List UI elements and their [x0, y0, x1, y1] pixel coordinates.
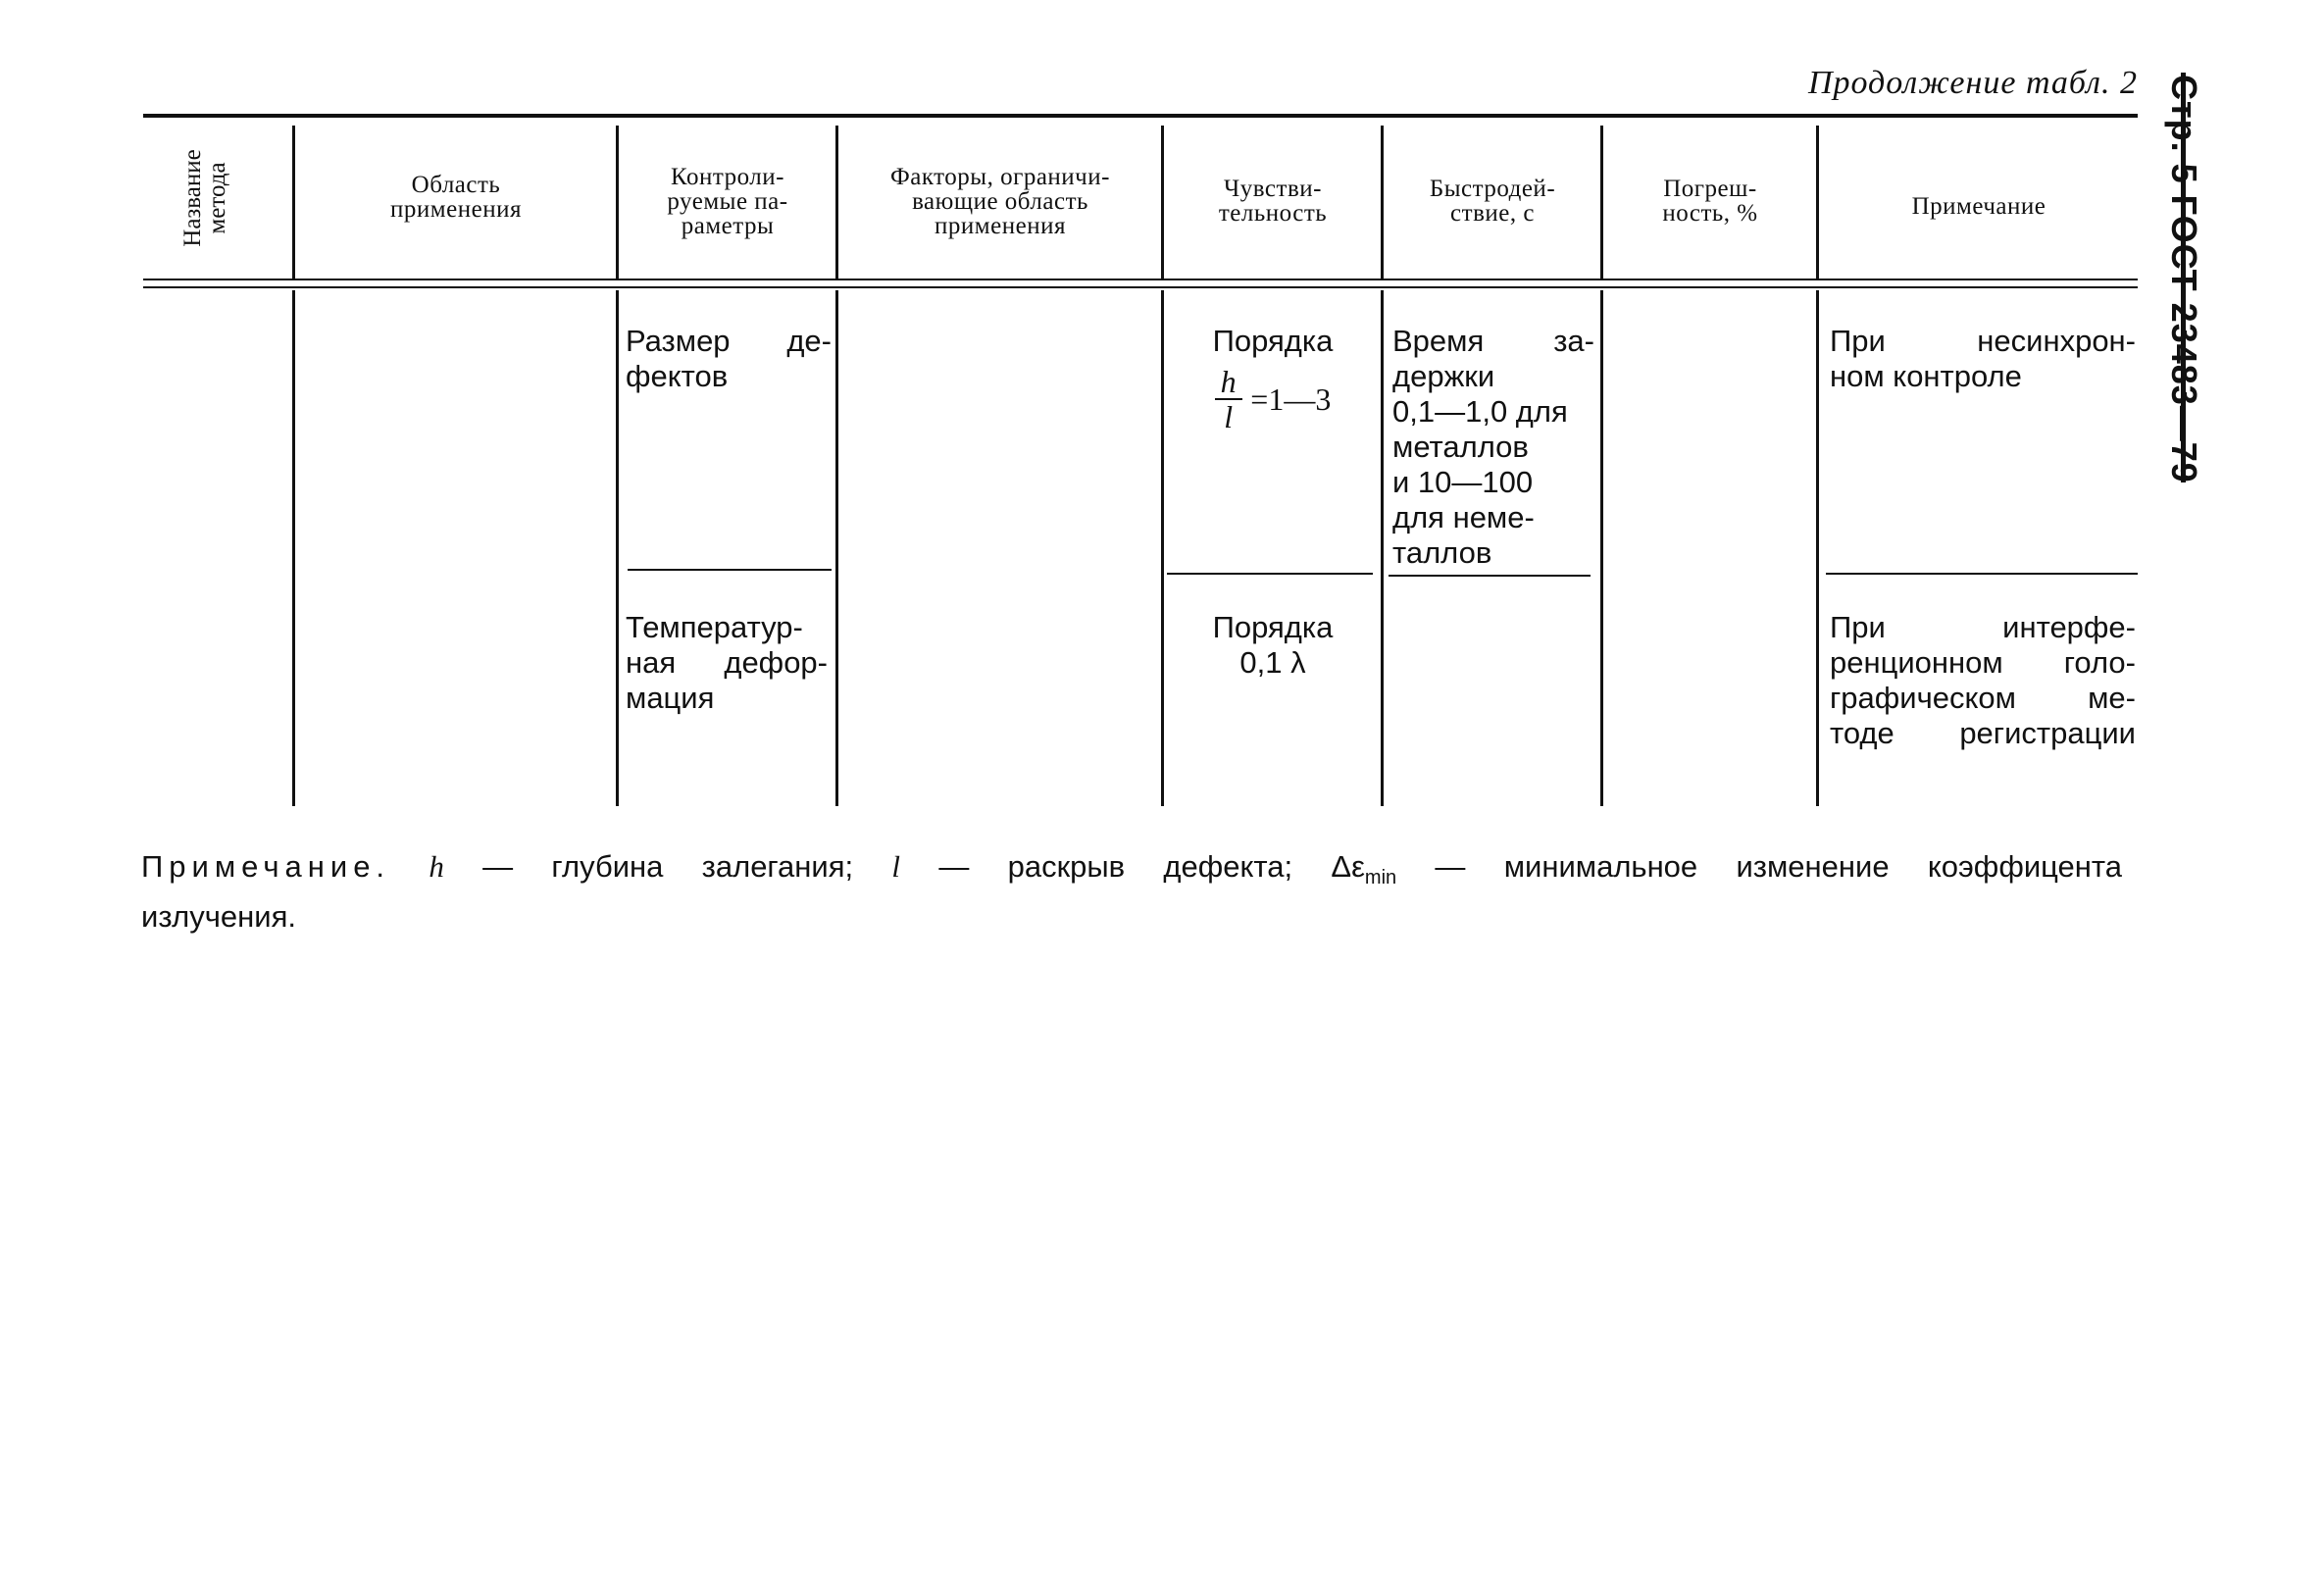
header-speed [1385, 177, 1600, 226]
cell-line: Порядка [1212, 610, 1334, 644]
header-line: Погреш- [1663, 176, 1757, 202]
cell-note-row1 [1830, 324, 2136, 394]
cell-line: Порядка [1212, 324, 1334, 358]
cell-parameter-thermal-deformation [626, 610, 828, 716]
header-line: Быстродей- [1429, 176, 1556, 202]
column-divider [1816, 126, 1819, 279]
cell-line: 0,1—1,0 для [1392, 394, 1568, 429]
header-line: ность, % [1662, 200, 1758, 227]
cell-parameter-defect-size [626, 324, 832, 394]
header-method-name [180, 131, 229, 265]
cell-line: фектов [626, 359, 729, 393]
column-divider [1381, 290, 1384, 806]
header-line: ствие, с [1450, 200, 1535, 227]
row-separator [1167, 573, 1373, 575]
header-line: руемые па- [667, 188, 788, 215]
cell-note-row2 [1830, 610, 2136, 751]
cell-line: При интерфе- [1830, 610, 2136, 644]
header-line: Контроли- [671, 164, 784, 190]
column-divider [1381, 126, 1384, 279]
header-line: Область [411, 172, 501, 198]
cell-sensitivity-row1 [1167, 324, 1379, 433]
header-line: тельность [1218, 200, 1328, 227]
row-separator [1389, 575, 1591, 577]
footnote-h-text: — глубина залегания; [443, 849, 892, 884]
header-controlled-parameters [620, 165, 835, 238]
row-separator [1826, 573, 2138, 575]
header-application-area [296, 173, 616, 222]
fraction-numerator: h [1215, 365, 1242, 400]
cell-line: При несинхрон- [1830, 324, 2136, 358]
footnote-h-symbol: h [429, 849, 444, 884]
cell-line: тоде регистрации [1830, 716, 2136, 750]
column-divider [1161, 126, 1164, 279]
fraction-denominator: l [1224, 399, 1234, 434]
cell-line: графическом ме- [1830, 681, 2136, 715]
table-top-rule [143, 114, 2138, 118]
column-divider [616, 126, 619, 279]
footnote-delta-subscript: min [1364, 867, 1397, 889]
table-continuation-title: Продолжение табл. 2 [1807, 65, 2138, 101]
footnote-label: Примечание. [141, 849, 391, 884]
cell-line: таллов [1392, 535, 1492, 570]
header-error [1604, 177, 1816, 226]
cell-line: ном контроле [1830, 359, 2022, 393]
cell-sensitivity-row2 [1167, 610, 1379, 681]
cell-line: металлов [1392, 430, 1529, 464]
cell-line: 0,1 λ [1239, 645, 1306, 680]
column-divider [835, 290, 838, 806]
page-reference: Стр. 5 ГОСТ 23483—79 [2164, 75, 2204, 483]
header-line: метода [204, 162, 230, 234]
cell-line: Время за- [1392, 324, 1594, 358]
column-divider [1161, 290, 1164, 806]
footnote-l-text: — раскрыв дефекта; [900, 849, 1332, 884]
header-line: Название [179, 149, 206, 247]
header-line: применения [390, 196, 522, 223]
cell-line: ренционном голо- [1830, 645, 2136, 680]
header-limiting-factors [839, 165, 1161, 238]
footnote-line-1 [141, 847, 2122, 897]
footnote-line-2: излучения. [141, 899, 296, 935]
column-divider [292, 290, 295, 806]
column-divider [616, 290, 619, 806]
cell-line: держки [1392, 359, 1495, 393]
header-sensitivity [1165, 177, 1381, 226]
footnote-delta-symbol: Δε [1331, 849, 1365, 884]
cell-line: и 10—100 [1392, 465, 1534, 499]
fraction-h-over-l [1215, 365, 1242, 433]
column-divider [292, 126, 295, 279]
header-line: вающие область [912, 188, 1088, 215]
footnote-l-symbol: l [891, 849, 901, 884]
cell-line: Размер де- [626, 324, 832, 358]
column-divider [1816, 290, 1819, 806]
footnote-delta-text: — минимальное изменение коэффицента [1396, 849, 2122, 884]
column-divider [1600, 126, 1603, 279]
header-bottom-rule-1 [143, 279, 2138, 280]
cell-line: ная дефор- [626, 645, 828, 680]
header-line: Факторы, ограничи- [890, 164, 1110, 190]
header-note: Примечание [1911, 193, 2046, 220]
column-divider [1600, 290, 1603, 806]
table-footnote [141, 847, 2122, 937]
cell-line: Температур- [626, 610, 803, 644]
row-separator [628, 569, 832, 571]
cell-line: для неме- [1392, 500, 1535, 534]
formula-value: =1—3 [1250, 381, 1332, 417]
column-divider [835, 126, 838, 279]
sensitivity-formula [1167, 365, 1379, 433]
header-line: Чувстви- [1224, 176, 1322, 202]
header-line: применения [935, 213, 1066, 239]
cell-speed-row1 [1392, 324, 1594, 571]
header-line: раметры [681, 213, 775, 239]
cell-line: мация [626, 681, 715, 715]
header-bottom-rule-2 [143, 286, 2138, 288]
